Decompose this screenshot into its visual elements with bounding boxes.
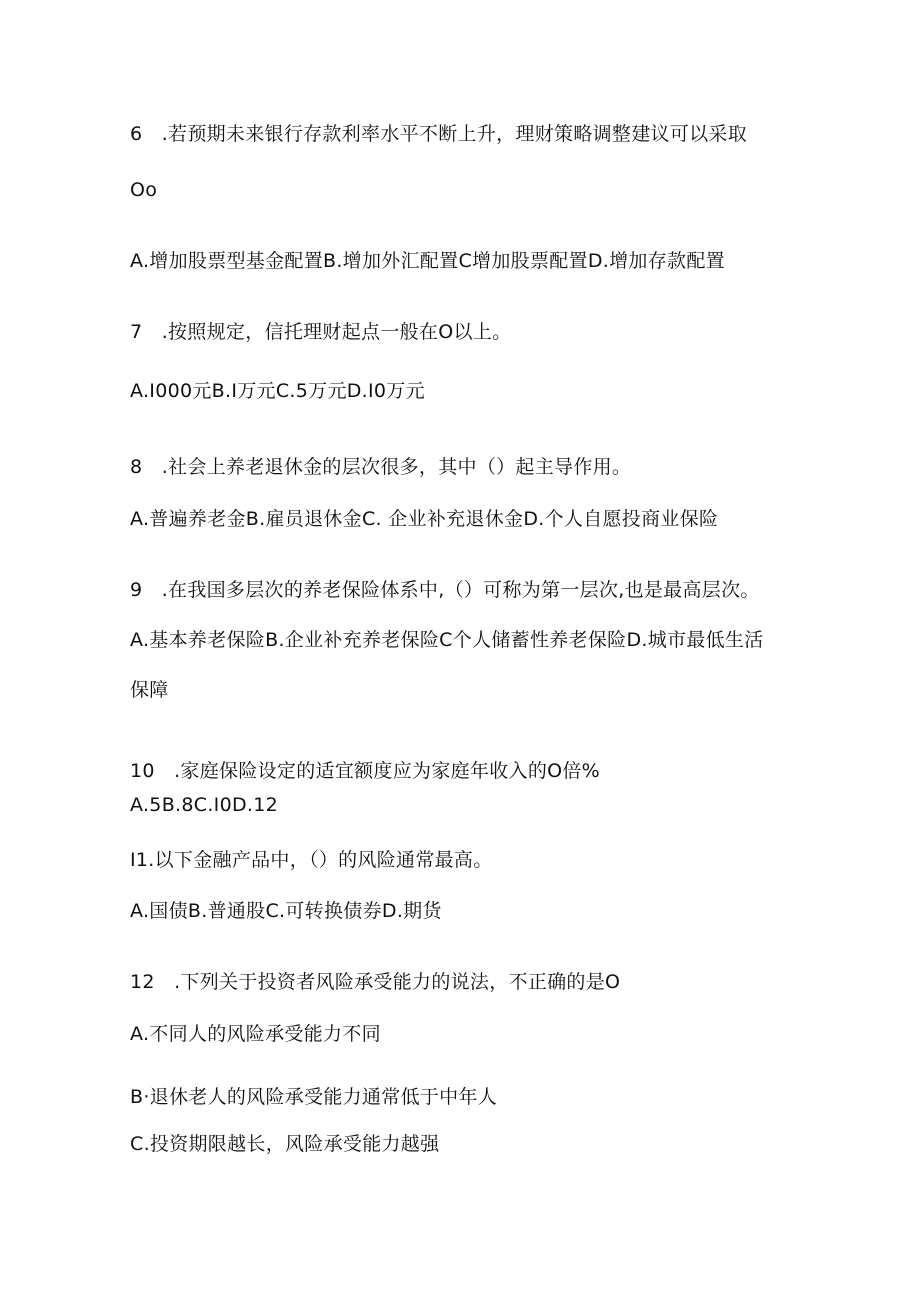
question-6-stem: 6 .若预期未来银行存款利率水平不断上升，理财策略调整建议可以采取 [130,123,748,145]
question-10-options: A.5B.8C.I0D.12 [130,794,278,816]
question-12-stem: 12 .下列关于投资者风险承受能力的说法，不正确的是O [130,971,621,993]
question-12-option-b: B·退休老人的风险承受能力通常低于中年人 [130,1086,498,1108]
question-6-options: A.增加股票型基金配置B.增加外汇配置C增加股票配置D.增加存款配置 [130,250,725,272]
question-8-options: A.普遍养老金B.雇员退休金C. 企业补充退休金D.个人自愿投商业保险 [130,508,719,530]
question-9-options: A.基本养老保险B.企业补充养老保险C个人储蓄性养老保险D.城市最低生活 [130,629,764,651]
question-6-stem-continued: Oo [130,179,158,201]
question-10-stem: 10 .家庭保险设定的适宜额度应为家庭年收入的O倍% [130,760,601,782]
question-12-option-a: A.不同人的风险承受能力不同 [130,1023,381,1045]
question-12-option-c: C.投资期限越长，风险承受能力越强 [130,1133,440,1155]
question-7-stem: 7 .按照规定，信托理财起点一般在O以上。 [130,321,512,343]
question-8-stem: 8 .社会上养老退休金的层次很多，其中（）起主导作用。 [130,456,632,478]
question-9-options-continued: 保障 [130,679,169,701]
question-7-options: A.I000元B.I万元C.5万元D.I0万元 [130,380,425,402]
question-11-stem: I1.以下金融产品中，（）的风险通常最高。 [130,849,493,871]
question-9-stem: 9 .在我国多层次的养老保险体系中,（）可称为第一层次,也是最高层次。 [130,579,760,601]
question-11-options: A.国债B.普通股C.可转换债券D.期货 [130,900,442,922]
